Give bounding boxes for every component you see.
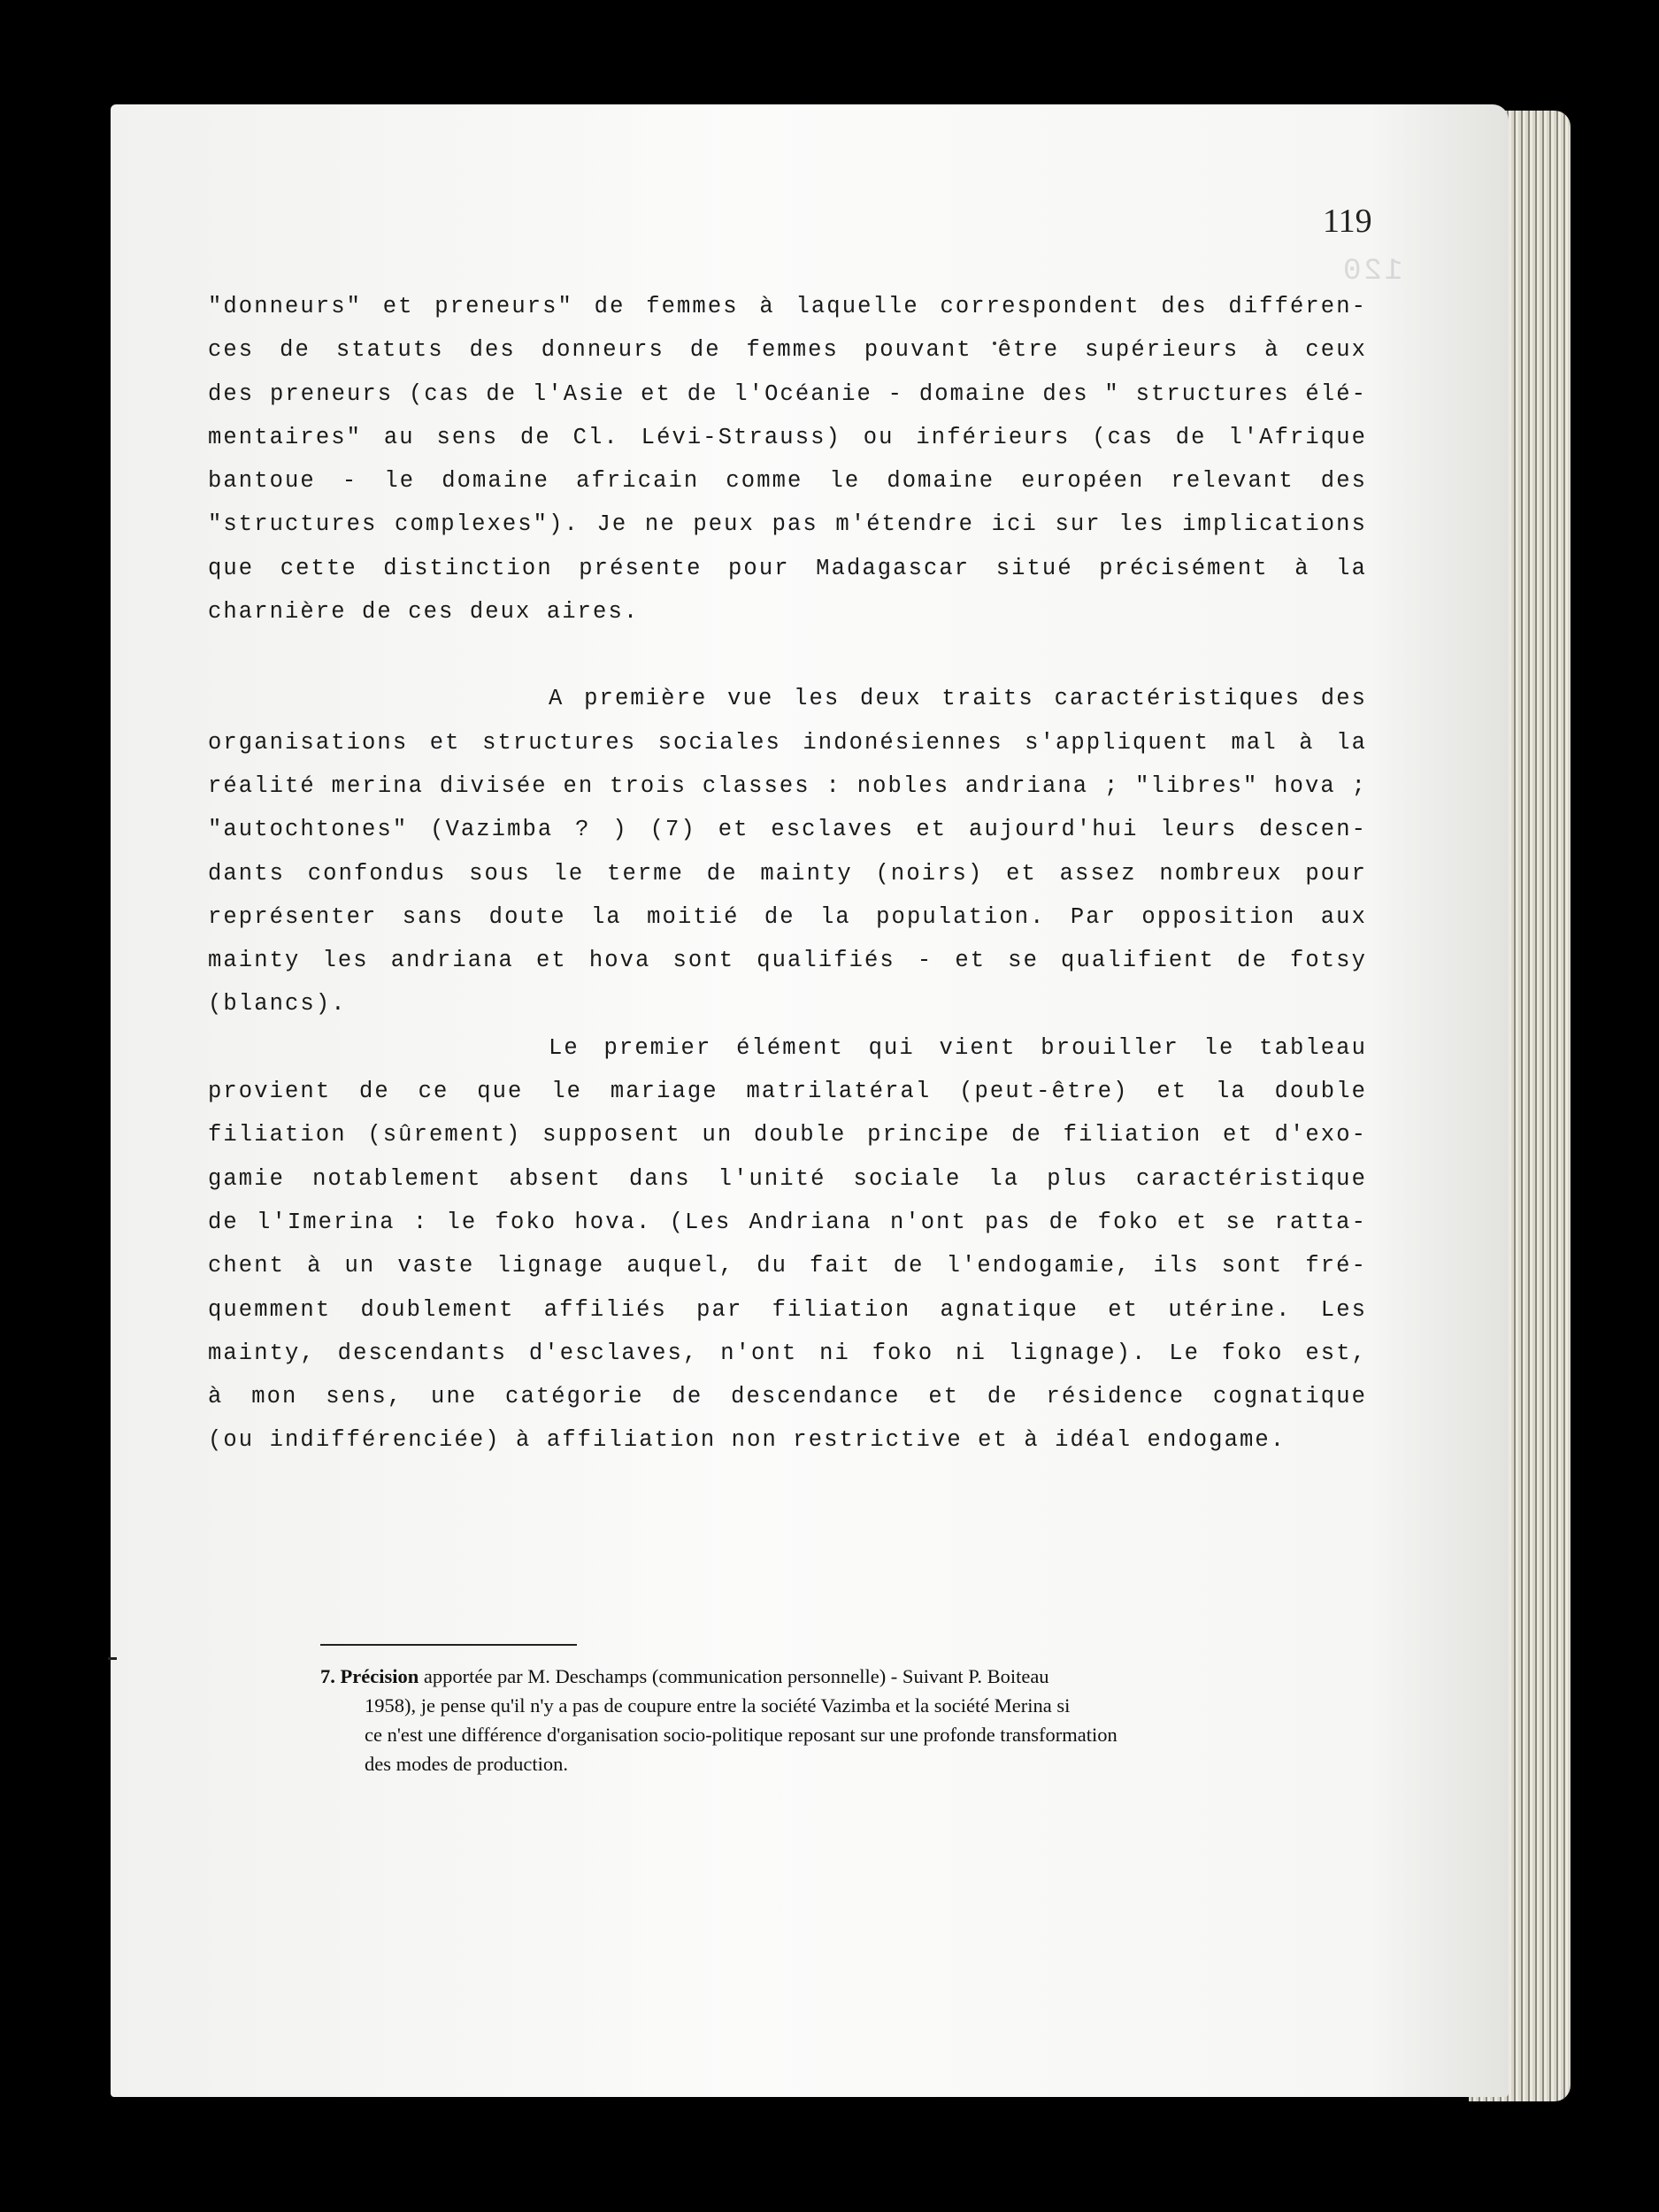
footnote-rule: [320, 1644, 577, 1646]
text-line: "autochtones" (Vazimba ? ) (7) et esclaves et aujourd'hui leurs descen-: [208, 817, 1367, 843]
paragraph-3: [208, 1026, 1367, 1463]
text-line: organisations et structures sociales indonésiennes s'appliquent mal à la: [208, 729, 1367, 756]
text-line: chent à un vaste lignage auquel, du fait de l'endogamie, ils sont fré-: [208, 1253, 1367, 1279]
footnote-line: ce n'est une différence d'organisation socio-politique reposant sur une profonde transformation: [365, 1724, 1118, 1746]
text-line: que cette distinction présente pour Madagascar situé précisément à la: [208, 555, 1367, 581]
footnote-text: apportée par M. Deschamps (communication personnelle) - Suivant P. Boiteau: [423, 1665, 1049, 1687]
text-line: (blancs).: [208, 991, 347, 1018]
text-line: à mon sens, une catégorie de descendance et de résidence cognatique: [208, 1384, 1367, 1410]
text-line: bantoue - le domaine africain comme le domaine européen relevant des: [208, 468, 1367, 495]
footnote-label: Précision: [340, 1665, 419, 1687]
footnote-line: [320, 1662, 1338, 1691]
text-line: de l'Imerina : le foko hova. (Les Andriana n'ont pas de foko et se ratta-: [208, 1209, 1367, 1235]
text-line: dants confondus sous le terme de mainty (noirs) et assez nombreux pour: [208, 860, 1367, 887]
text-line: "donneurs" et preneurs" de femmes à laquelle correspondent des différen-: [208, 294, 1367, 319]
text-line: Le premier élément qui vient brouiller le tableau: [549, 1034, 1367, 1061]
text-line: provient de ce que le mariage matrilatéral (peut-être) et la double: [208, 1079, 1367, 1105]
text-line: mentaires" au sens de Cl. Lévi-Strauss) ou inférieurs (cas de l'Afrique: [208, 424, 1367, 450]
footnote-line: des modes de production.: [365, 1753, 568, 1775]
margin-mark: [108, 1657, 117, 1660]
text-line: A première vue les deux traits caractéristiques des: [549, 686, 1367, 712]
text-line: des preneurs (cas de l'Asie et de l'Océanie - domaine des " structures élé-: [208, 380, 1367, 407]
footnote: [320, 1662, 1338, 1778]
text-line: "structures complexes"). Je ne peux pas m'étendre ici sur les implications: [208, 511, 1367, 538]
text-line: quemment doublement affiliés par filiation agnatique et utérine. Les: [208, 1296, 1367, 1323]
footnote-marker: 7.: [320, 1665, 335, 1687]
bleed-through-page-number: 120: [1340, 255, 1403, 288]
paragraph-1: [208, 285, 1367, 634]
text-line: gamie notablement absent dans l'unité sociale la plus caractéristique: [208, 1165, 1367, 1192]
text-line: mainty, descendants d'esclaves, n'ont ni foko ni lignage). Le foko est,: [208, 1340, 1367, 1366]
text-line: ces de statuts des donneurs de femmes pouvant être supérieurs à ceux: [208, 337, 1367, 364]
footnote-line: 1958), je pense qu'il n'y a pas de coupure entre la société Vazimba et la société Merina si: [365, 1694, 1071, 1717]
page-number: 119: [1323, 203, 1372, 240]
text-line: réalité merina divisée en trois classes : nobles andriana ; "libres" hova ;: [208, 772, 1367, 799]
text-line: représenter sans doute la moitié de la population. Par opposition aux: [208, 903, 1367, 930]
text-line: mainty les andriana et hova sont qualifiés - et se qualifient de fotsy: [208, 948, 1367, 974]
body-text: [208, 285, 1367, 1463]
text-line: filiation (sûrement) supposent un double principe de filiation et d'exo-: [208, 1122, 1367, 1148]
text-line: (ou indifférenciée) à affiliation non restrictive et à idéal endogame.: [208, 1427, 1286, 1454]
text-line: charnière de ces deux aires.: [208, 599, 640, 626]
paragraph-2: [208, 677, 1367, 1025]
